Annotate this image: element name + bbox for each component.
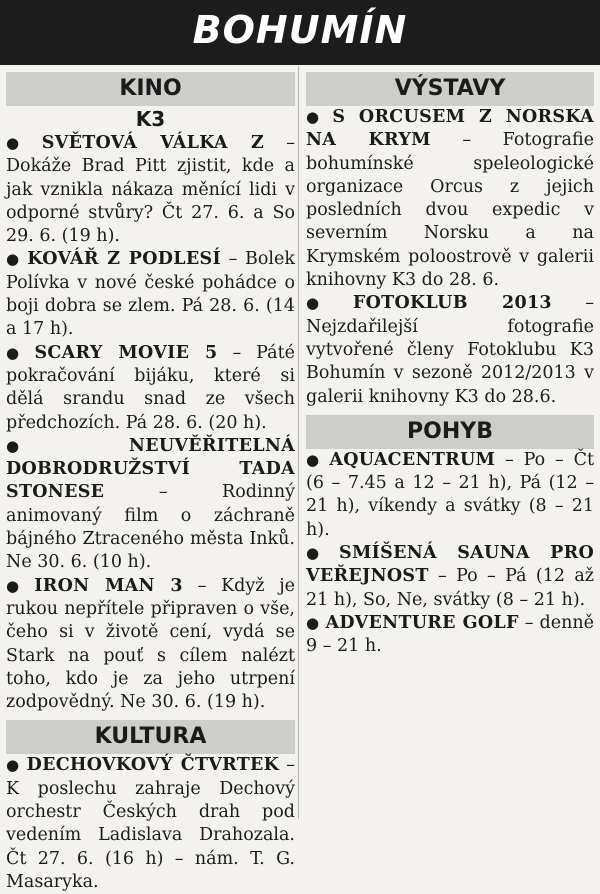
entry-title: SCARY MOVIE 5	[34, 342, 218, 363]
listing-entry	[306, 612, 594, 659]
entry-text: – Po – Pá (12 až 21 h), So, Ne, svátky (8 – 21 h).	[306, 566, 594, 610]
bullet-icon: ●	[306, 450, 324, 469]
entry-text: – Rodinný animovaný film o záchraně bájného Ztraceného města Inků. Ne 30. 6. (10 h).	[6, 482, 295, 573]
entry-text: – Dokáže Brad Pitt zjistit, kde a jak vznikla nákaza měnící lidi v odporné stvůry? Čt 27. 6. a So 29. 6. (19 h).	[6, 133, 295, 247]
venue-heading: K3	[135, 107, 166, 131]
masthead	[0, 0, 600, 65]
listing-entry	[6, 132, 295, 248]
entry-title: S ORCUSEM Z NORSKA NA KRYM	[306, 107, 594, 151]
right-column	[306, 66, 594, 819]
bullet-icon: ●	[6, 134, 36, 152]
entry-title: SVĚTOVÁ VÁLKA Z	[41, 133, 265, 153]
entry-text: – Páté pokračování bijáku, které si dělá srandu snad ze všech předchozích. Pá 28. 6. (20 h).	[6, 342, 295, 433]
entry-text: – K poslechu zahraje Dechový orchestr Českých drah pod vedením Ladislava Drahozala. Čt 27. 6. (16 h) – nám. T. G. Masaryka.	[6, 755, 295, 892]
section-header-kultura: KULTURA	[6, 720, 295, 754]
listing-entry	[306, 542, 594, 612]
entry-title: AQUACENTRUM	[329, 449, 496, 470]
listing-entry	[6, 575, 295, 715]
entry-title: SMÍŠENÁ SAUNA PRO VEŘEJNOST	[306, 543, 594, 587]
bullet-icon: ●	[6, 343, 29, 362]
section-header-pohyb: POHYB	[306, 415, 594, 449]
entry-title: DECHOVKOVÝ ČTVRTEK	[26, 755, 280, 776]
entry-text: – Když je rukou nepřítele připraven o vše, čeho si v životě cení, vydá se Stark na pouť s cílem nalézt toho, kdo je za jeho utrpení zodpovědný. Ne 30. 6. (19 h).	[6, 575, 296, 713]
entry-title: IRON MAN 3	[34, 575, 183, 596]
entry-title: KOVÁŘ Z PODLESÍ	[27, 249, 221, 270]
entry-text: – Fotografie bohumínské speleologické organizace Orcus z jejich posledních dvou expedic v severním Norsku a na Krymském poloostrově v galerii knihovny K3 do 28. 6.	[306, 130, 594, 291]
listing-entry	[306, 449, 594, 542]
entry-text: – Po – Čt (6 – 7.45 a 12 – 21 h), Pá (12 – 21 h), víkendy a svátky (8 – 21 h).	[306, 449, 594, 540]
listing-entry	[6, 435, 295, 575]
bullet-icon: ●	[306, 544, 334, 563]
left-column	[6, 66, 296, 892]
entry-text: – Nejzdařilejší fotografie vytvořené členy Fotoklubu K3 Bohumín v sezoně 2012/2013 v galerii knihovny K3 do 28.6.	[306, 293, 594, 407]
bullet-icon: ●	[306, 294, 347, 313]
bullet-icon: ●	[6, 436, 123, 455]
bullet-icon: ●	[6, 250, 22, 269]
column-divider	[298, 66, 299, 819]
listing-entry	[6, 342, 295, 435]
bullet-icon: ●	[6, 576, 29, 595]
bullet-icon: ●	[6, 756, 21, 775]
page-title: BOHUMÍN	[192, 8, 408, 52]
entry-text: – Bolek Polívka v nové české pohádce o boji dobra se zlem. Pá 28. 6. (14 a 17 h).	[6, 249, 295, 340]
listing-entry	[6, 248, 295, 341]
listing-entry	[6, 754, 295, 894]
entry-title: FOTOKLUB 2013	[352, 293, 552, 314]
bullet-icon: ●	[306, 613, 320, 632]
section-header-vystavy: VÝSTAVY	[306, 72, 594, 106]
entry-title: NEUVĚŘITELNÁ DOBRODRUŽSTVÍ TADA STONESE	[6, 435, 295, 503]
entry-title: ADVENTURE GOLF	[325, 612, 519, 633]
listing-entry	[306, 106, 594, 292]
section-header-kino: KINO	[6, 72, 295, 106]
bullet-icon: ●	[306, 108, 327, 126]
listing-entry	[306, 292, 594, 408]
entry-text: – denně 9 – 21 h.	[306, 612, 594, 657]
